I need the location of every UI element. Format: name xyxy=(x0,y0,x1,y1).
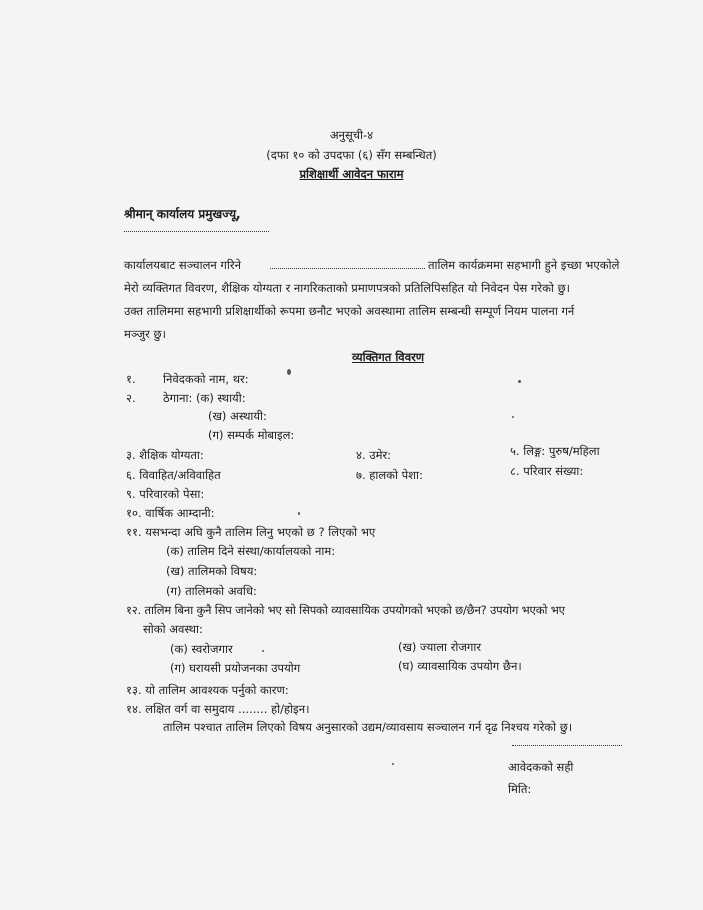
form-title: प्रशिक्षार्थी आवेदन फाराम xyxy=(299,167,404,181)
field-previous-training: ११. यसभन्दा अघि कुनै तालिम लिनु भएको छ ? लिएको भए xyxy=(126,525,376,539)
scan-speck xyxy=(298,512,300,515)
field-2-number: २. xyxy=(126,391,136,405)
field-education: ३. शैक्षिक योग्यता: xyxy=(126,448,204,462)
field-skill-usage-cont: सोको अवस्था: xyxy=(143,622,203,636)
field-training-reason: १३. यो तालिम आवश्यक पर्नुको कारण: xyxy=(126,683,289,697)
intro-line-4: मञ्जुर छु। xyxy=(124,327,166,341)
schedule-number: अनुसूची-४ xyxy=(329,128,374,142)
field-contact-mobile: (ग) सम्पर्क मोबाइल: xyxy=(208,428,295,442)
option-self-employment: (क) स्वरोजगार xyxy=(170,642,233,656)
signature-label: आवेदकको सही xyxy=(508,760,574,774)
option-no-commercial-use: (घ) व्यावसायिक उपयोग छैन। xyxy=(398,659,522,673)
field-gender: ५. लिङ्ग: पुरुष/महिला xyxy=(510,444,600,458)
date-label: मिति: xyxy=(508,782,532,796)
field-training-institution: (क) तालिम दिने संस्था/कार्यालयको नाम: xyxy=(166,544,336,558)
intro-line-3: उक्त तालिममा सहभागी प्रशिक्षार्थीको रूपमा छनौट भएको अवस्थामा तालिम सम्बन्धी सम्पूर्ण नियम पालना गर्न xyxy=(124,304,575,318)
field-marital-status: ६. विवाहित/अविवाहित xyxy=(126,468,221,482)
intro-line-1a: कार्यालयबाट सञ्चालन गरिने xyxy=(124,258,241,272)
field-address-temporary: (ख) अस्थायी: xyxy=(208,409,267,423)
field-address-permanent: ठेगाना: (क) स्थायी: xyxy=(163,391,246,405)
signature-line xyxy=(512,745,622,746)
option-household-use: (ग) घरायसी प्रयोजनका उपयोग xyxy=(170,661,301,675)
option-wage-employment: (ख) ज्याला रोजगार xyxy=(398,640,482,654)
scan-speck xyxy=(262,650,264,652)
field-1-number: १. xyxy=(126,372,136,386)
field-family-size: ८. परिवार संख्या: xyxy=(510,464,584,478)
scan-speck xyxy=(287,369,291,375)
section-title: व्यक्तिगत विवरण xyxy=(352,350,425,364)
addressee: श्रीमान् कार्यालय प्रमुखज्यू, xyxy=(124,207,241,221)
field-family-occupation: ९. परिवारको पेसा: xyxy=(126,487,205,501)
field-target-group: १४. लक्षित वर्ग वा समुदाय ........ हो/होइन। xyxy=(126,702,310,716)
intro-line-2: मेरो व्यक्तिगत विवरण, शैक्षिक योग्यता र नागरिकताको प्रमाणपत्रको प्रतिलिपिसहित यो निवेदन पेस गरेको छु। xyxy=(124,281,570,295)
scan-speck xyxy=(392,763,394,765)
field-annual-income: १०. वार्षिक आम्दानी: xyxy=(126,506,215,520)
intro-line-1b: तालिम कार्यक्रममा सहभागी हुने इच्छा भएकोले xyxy=(428,258,620,272)
declaration: तालिम पश्चात तालिम लिएको विषय अनुसारको उद्यम/व्यावसाय सञ्चालन गर्न दृढ निश्चय गरेको छु। xyxy=(163,720,573,734)
addressee-blank xyxy=(124,231,269,232)
field-occupation: ७. हालको पेशा: xyxy=(356,468,423,482)
office-name-blank xyxy=(270,268,425,269)
scan-speck xyxy=(518,380,521,383)
field-training-subject: (ख) तालिमको विषय: xyxy=(166,564,258,578)
form-subtitle: (दफा १० को उपदफा (६) सँग सम्बन्धित) xyxy=(266,148,437,162)
field-age: ४. उमेर: xyxy=(356,448,392,462)
scan-speck xyxy=(512,416,514,418)
field-skill-usage: १२. तालिम बिना कुनै सिप जानेको भए सो सिपको व्यावसायिक उपयोगको भएको छ/छैन? उपयोग भएको भए xyxy=(126,603,565,617)
field-applicant-name: निवेदकको नाम, थर: xyxy=(163,372,249,386)
field-training-duration: (ग) तालिमको अवधि: xyxy=(166,584,257,598)
